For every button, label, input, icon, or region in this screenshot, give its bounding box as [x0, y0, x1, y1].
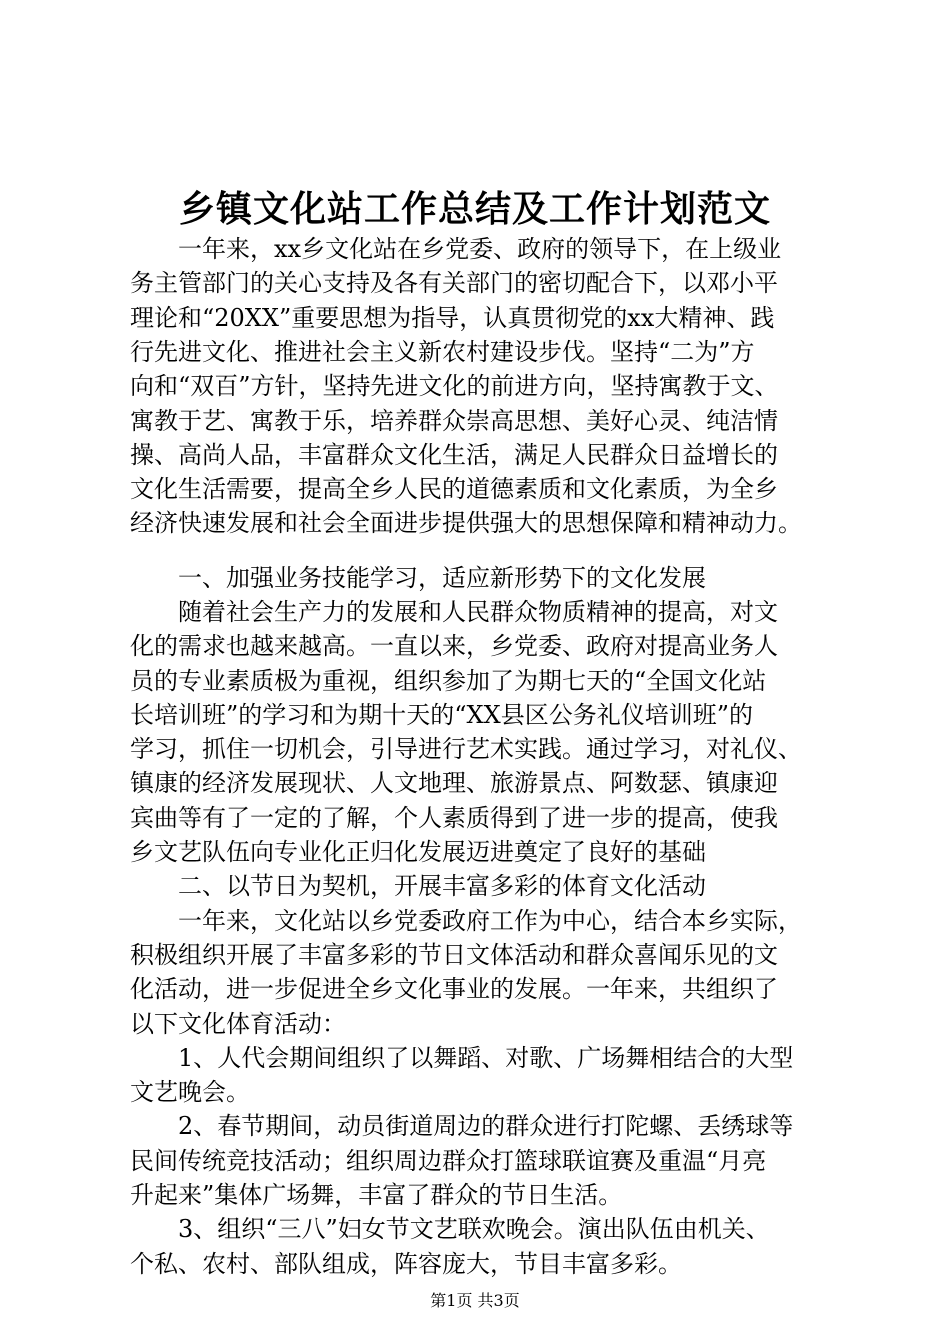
body-line: 随着社会生产力的发展和人民群众物质精神的提高，对文 — [130, 598, 778, 626]
body-line: 学习，抓住一切机会，引导进行艺术实践。通过学习，对礼仪、 — [130, 735, 802, 763]
body-line: 寓教于艺、寓教于乐，培养群众崇高思想、美好心灵、纯洁情 — [130, 407, 778, 435]
list-item: 2、春节期间，动员街道周边的群众进行打陀螺、丢绣球等 — [130, 1112, 794, 1140]
body-line: 积极组织开展了丰富多彩的节日文体活动和群众喜闻乐见的文 — [130, 941, 778, 969]
body-line: 化活动，进一步促进全乡文化事业的发展。一年来，共组织了 — [130, 975, 778, 1003]
list-item: 3、组织“三八”妇女节文艺联欢晚会。演出队伍由机关、 — [130, 1215, 770, 1243]
body-line: 长培训班”的学习和为期十天的“XX县区公务礼仪培训班”的 — [130, 701, 753, 729]
list-item-continuation: 文艺晚会。 — [130, 1078, 250, 1106]
section-heading: 二、以节日为契机，开展丰富多彩的体育文化活动 — [130, 872, 706, 900]
page-footer: 第1页 共3页 — [430, 1291, 520, 1310]
body-line: 务主管部门的关心支持及各有关部门的密切配合下，以邓小平 — [130, 269, 778, 297]
body-line: 文化生活需要，提高全乡人民的道德素质和文化素质，为全乡 — [130, 475, 778, 503]
list-item-continuation: 升起来”集体广场舞，丰富了群众的节日生活。 — [130, 1181, 623, 1209]
body-line: 员的专业素质极为重视，组织参加了为期七天的“全国文化站 — [130, 667, 767, 695]
body-line: 向和“双百”方针，坚持先进文化的前进方向，坚持寓教于文、 — [130, 372, 779, 400]
body-line: 宾曲等有了一定的了解，个人素质得到了进一步的提高，使我 — [130, 804, 778, 832]
body-line: 经济快速发展和社会全面进步提供强大的思想保障和精神动力。 — [130, 509, 802, 537]
list-item: 1、人代会期间组织了以舞蹈、对歌、广场舞相结合的大型 — [130, 1044, 794, 1072]
body-line: 操、高尚人品，丰富群众文化生活，满足人民群众日益增长的 — [130, 441, 778, 469]
body-line: 乡文艺队伍向专业化正归化发展迈进奠定了良好的基础 — [130, 838, 706, 866]
body-line: 一年来，文化站以乡党委政府工作为中心，结合本乡实际， — [130, 907, 802, 935]
body-line: 以下文化体育活动： — [130, 1010, 346, 1038]
body-line: 行先进文化、推进社会主义新农村建设步伐。坚持“二为”方 — [130, 338, 755, 366]
body-line: 理论和“20XX”重要思想为指导，认真贯彻党的xx大精神、践 — [130, 304, 775, 332]
body-line: 化的需求也越来越高。一直以来，乡党委、政府对提高业务人 — [130, 632, 778, 660]
list-item-continuation: 个私、农村、部队组成，阵容庞大，节目丰富多彩。 — [130, 1250, 682, 1278]
body-line: 镇康的经济发展现状、人文地理、旅游景点、阿数瑟、镇康迎 — [130, 769, 778, 797]
body-line: 一年来，xx乡文化站在乡党委、政府的领导下，在上级业 — [130, 235, 782, 263]
document-title: 乡镇文化站工作总结及工作计划范文 — [178, 188, 771, 230]
list-item-continuation: 民间传统竞技活动；组织周边群众打篮球联谊赛及重温“月亮 — [130, 1147, 767, 1175]
section-heading: 一、加强业务技能学习，适应新形势下的文化发展 — [130, 564, 706, 592]
